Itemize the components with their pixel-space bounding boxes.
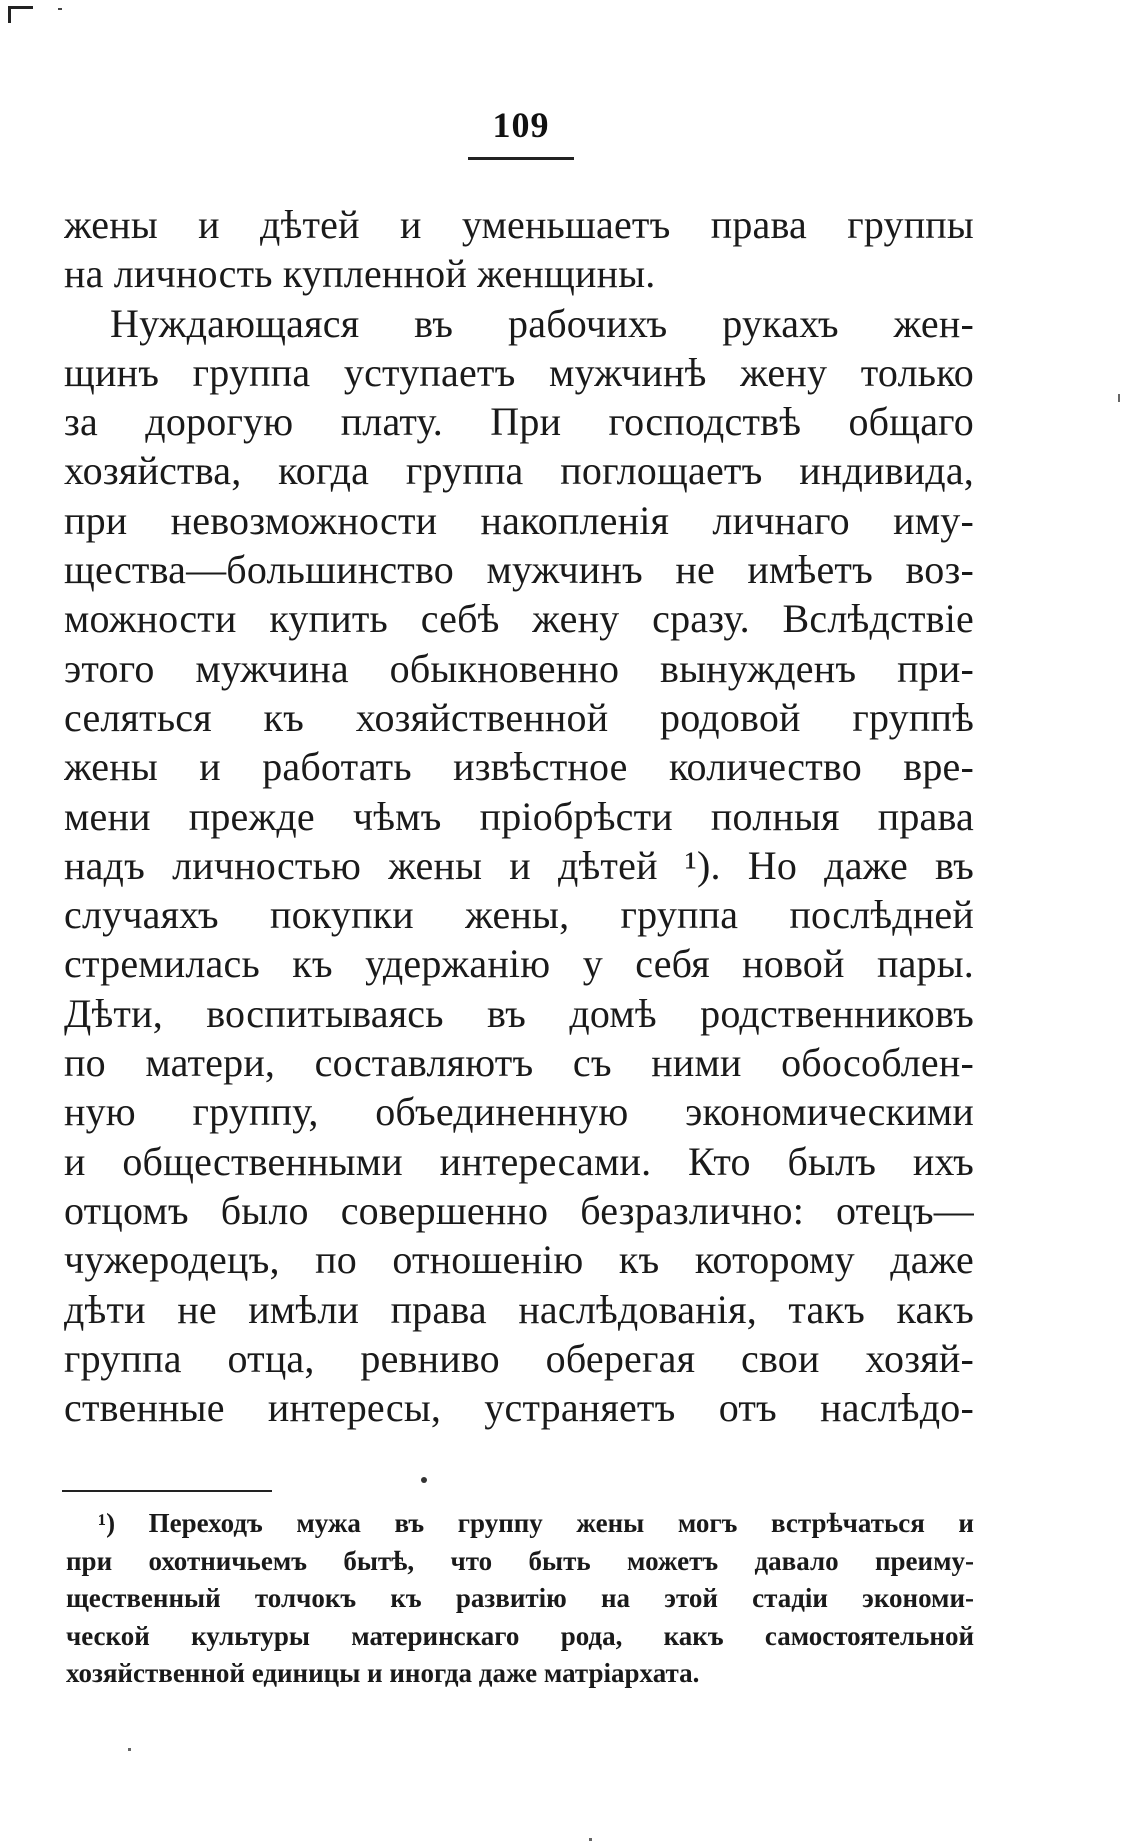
body-line: случаяхъ покупки жены, группа послѣдней (64, 892, 974, 938)
body-line: стремилась къ удержанію у себя новой пары. (64, 941, 974, 987)
body-line: Нуждающаяся въ рабочихъ рукахъ жен- (110, 300, 974, 346)
footnote-line: ¹) Переходъ мужа въ группу жены могъ встрѣчаться и (98, 1508, 974, 1538)
body-line: группа отца, ревниво оберегая свои хозяй- (64, 1335, 974, 1381)
body-line: на личность купленной женщины. (64, 251, 656, 297)
page-number: 109 (492, 105, 550, 145)
page-number-underline (468, 157, 574, 160)
footnote-line: ческой культуры материнскаго рода, какъ самостоятельной (66, 1620, 974, 1651)
body-line: чужеродецъ, по отношенію къ которому даже (64, 1237, 974, 1283)
body-line: жены и дѣтей и уменьшаетъ права группы (64, 202, 974, 247)
footnote-separator (62, 1490, 272, 1492)
scan-speck (421, 1477, 427, 1483)
footnote-line: при охотничьемъ бытѣ, что быть можетъ давало преиму- (66, 1545, 974, 1576)
body-line: мени прежде чѣмъ пріобрѣсти полныя права (64, 793, 974, 839)
body-line: за дорогую плату. При господствѣ общаго (64, 399, 974, 445)
body-line: жены и работать извѣстное количество вре- (64, 744, 974, 790)
scan-speck (58, 8, 62, 10)
body-line: Дѣти, воспитываясь въ домѣ родственниковъ (64, 990, 974, 1036)
body-line: щинъ группа уступаетъ мужчинѣ жену только (64, 349, 974, 395)
body-line: ственные интересы, устраняетъ отъ наслѣдо- (64, 1385, 974, 1431)
body-line: отцомъ было совершенно безразлично: отецъ— (64, 1187, 974, 1233)
footnote (66, 1505, 974, 1693)
body-line: этого мужчина обыкновенно вынужденъ при- (64, 645, 974, 691)
body-line: дѣти не имѣли права наслѣдованія, такъ какъ (64, 1286, 974, 1332)
body-line: щества—большинство мужчинъ не имѣетъ воз- (64, 547, 974, 593)
footnote-line: хозяйственной единицы и иногда даже матріархата. (66, 1658, 700, 1688)
body-line: можности купить себѣ жену сразу. Вслѣдствіе (64, 596, 974, 642)
body-line: надъ личностью жены и дѣтей ¹). Но даже въ (64, 842, 974, 888)
body-line: при невозможности накопленія личнаго иму- (64, 497, 974, 543)
body-line: ную группу, объединенную экономическими (64, 1089, 974, 1135)
body-text (64, 200, 974, 1432)
scan-speck (1118, 394, 1120, 402)
body-line: и общественными интересами. Кто былъ ихъ (64, 1138, 974, 1184)
body-line: по матери, составляютъ съ ними обособлен- (64, 1040, 974, 1086)
body-line: хозяйства, когда группа поглощаетъ индивида, (64, 448, 974, 494)
scan-speck (589, 1838, 592, 1841)
corner-crop-mark (8, 6, 33, 23)
scan-speck (128, 1748, 131, 1751)
body-line: селяться къ хозяйственной родовой группѣ (64, 694, 974, 740)
footnote-line: щественный толчокъ къ развитію на этой стадіи экономи- (66, 1583, 974, 1613)
